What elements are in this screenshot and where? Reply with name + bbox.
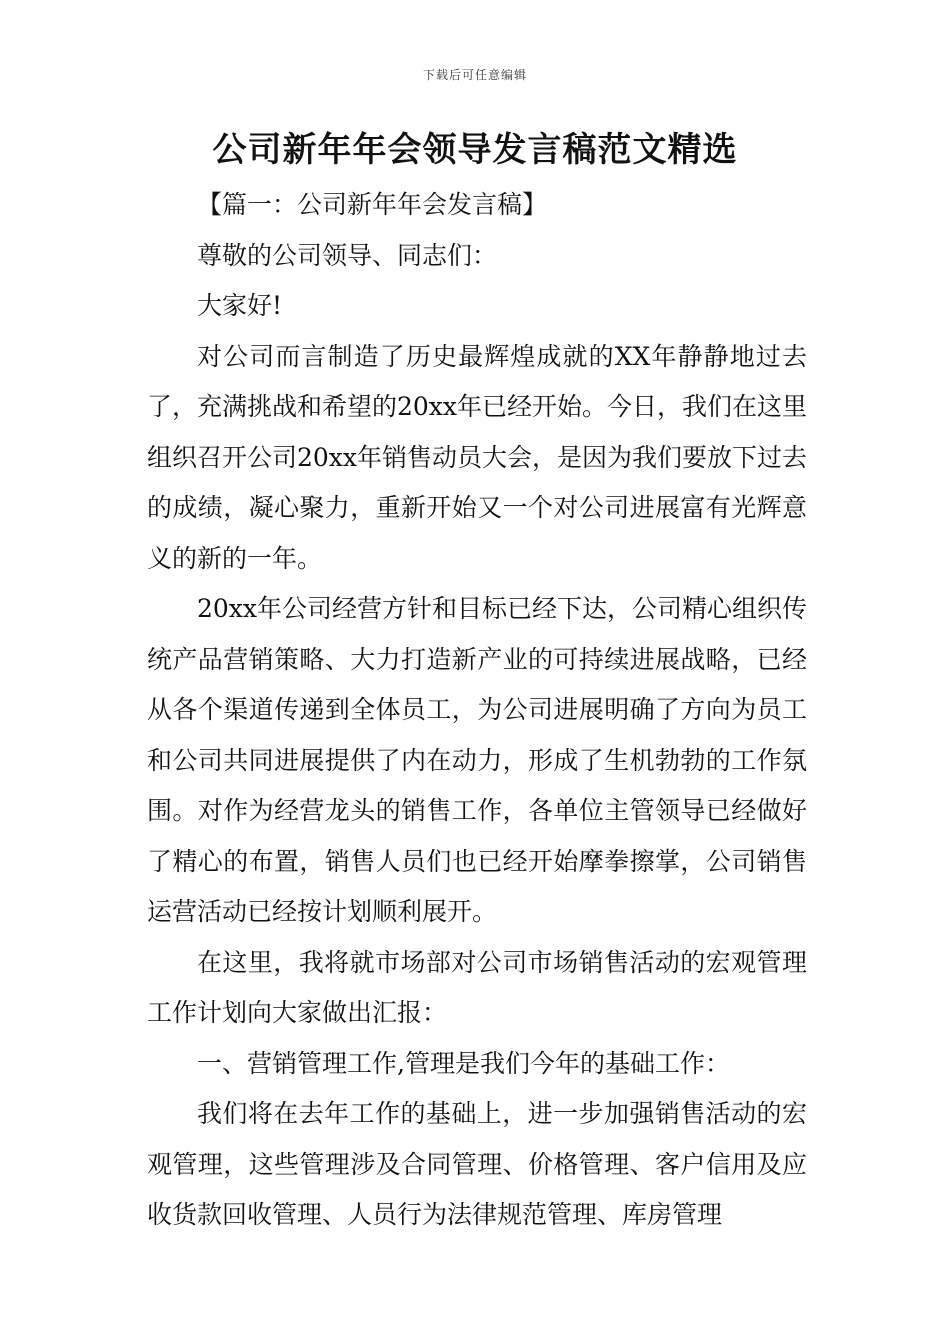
header-note: 下载后可任意编辑 bbox=[422, 68, 527, 82]
section-label: 【篇一：公司新年年会发言稿】 bbox=[197, 190, 548, 219]
paragraph-salutation: 尊敬的公司领导、同志们： bbox=[197, 240, 498, 270]
paragraph-strategy: 20xx年公司经营方针和目标已经下达，公司精心组织传统产品营销策略、大力打造新产业的可持续进展战略，已经从各个渠道传递到全体员工，为公司进展明确了方向为员工和公司共同进展提供了内在动力，形成了生机勃勃的工作氛围。对作为经营龙头的销售工作，各单位主管领导已经做好了精心的布置，销售人员们也已经开始摩拳擦掌，公司销售运营活动已经按计划顺利展开。 bbox=[147, 594, 808, 926]
paragraph-management: 我们将在去年工作的基础上，进一步加强销售活动的宏观管理，这些管理涉及合同管理、价格管理、客户信用及应收货款回收管理、人员行为法律规范管理、库房管理 bbox=[147, 1099, 807, 1229]
document-title: 公司新年年会领导发言稿范文精选 bbox=[212, 130, 738, 170]
paragraph-greeting: 大家好! bbox=[197, 291, 283, 320]
paragraph-intro: 对公司而言制造了历史最辉煌成就的XX年静静地过去了，充满挑战和希望的20xx年已经开始。今日，我们在这里组织召开公司20xx年销售动员大会，是因为我们要放下过去的成绩，凝心聚力，重新开始又一个对公司进展富有光辉意义的新的一年。 bbox=[147, 341, 808, 573]
paragraph-heading-one: 一、营销管理工作,管理是我们今年的基础工作： bbox=[197, 1048, 730, 1078]
document-body bbox=[147, 180, 807, 1241]
paragraph-report-intro: 在这里，我将就市场部对公司市场销售活动的宏观管理工作计划向大家做出汇报： bbox=[147, 947, 807, 1027]
